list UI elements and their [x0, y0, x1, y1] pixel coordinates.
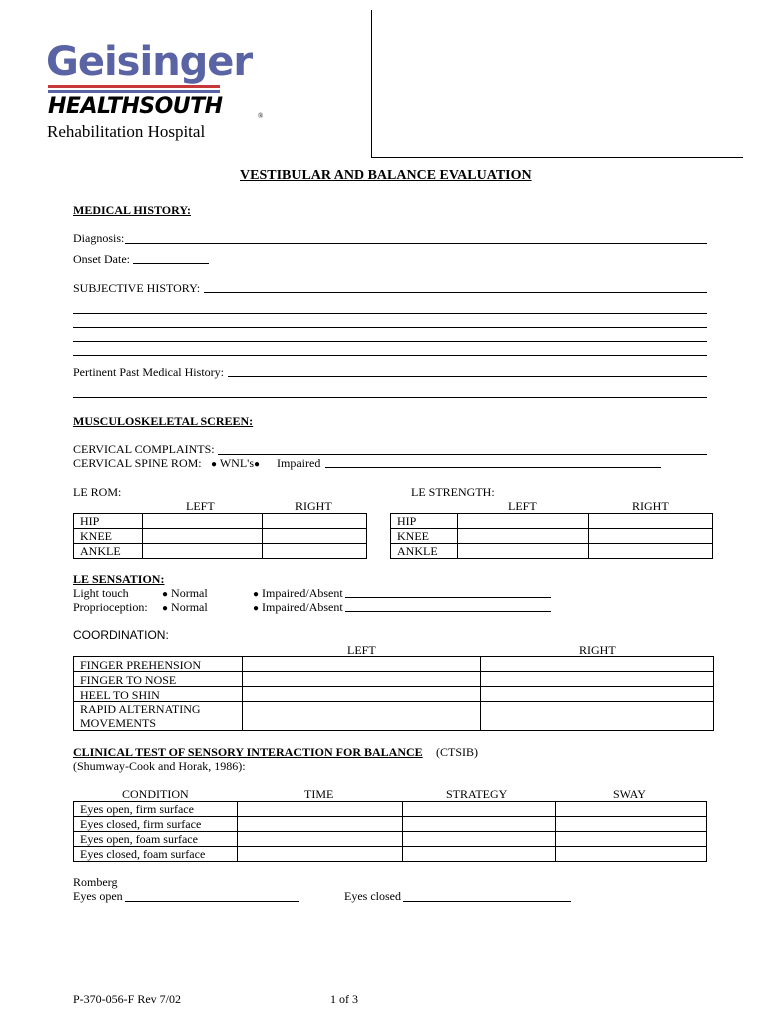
light-touch-normal-option[interactable] — [162, 586, 208, 601]
page-title: VESTIBULAR AND BALANCE EVALUATION — [240, 168, 532, 183]
subjective-history-label: SUBJECTIVE HISTORY: — [73, 281, 201, 295]
ctsib-condition-label: Eyes open, foam surface — [74, 832, 238, 847]
subjective-history-line-3[interactable] — [73, 327, 707, 328]
bullet-icon: ● — [162, 603, 169, 614]
eyes-closed-label: Eyes closed — [344, 889, 401, 903]
coordination-col-divider-1 — [242, 657, 243, 730]
ctsib-time-cell[interactable] — [238, 832, 403, 847]
ctsib-condition-header: CONDITION — [122, 787, 189, 801]
table-row — [391, 529, 713, 544]
ctsib-time-cell[interactable] — [238, 847, 403, 862]
normal-label: Normal — [171, 586, 208, 600]
subjective-history-line-2[interactable] — [73, 313, 707, 314]
le-strength-ankle-left[interactable] — [458, 544, 589, 559]
joint-label: KNEE — [391, 529, 458, 544]
le-strength-left-header: LEFT — [508, 499, 537, 513]
proprioception-impaired-option[interactable] — [253, 600, 343, 615]
rapid-alternating-label: RAPID ALTERNATING — [80, 702, 201, 716]
logo-red-stripe — [48, 85, 220, 88]
ctsib-strategy-cell[interactable] — [403, 847, 556, 862]
le-rom-knee-left[interactable] — [143, 529, 263, 544]
ctsib-sway-cell[interactable] — [556, 802, 707, 817]
impaired-absent-label: Impaired/Absent — [262, 586, 343, 600]
bullet-icon: ● — [162, 589, 169, 600]
eyes-open-label: Eyes open — [73, 889, 123, 903]
table-row — [74, 529, 367, 544]
coordination-heading: COORDINATION: — [73, 628, 169, 642]
le-rom-ankle-left[interactable] — [143, 544, 263, 559]
table-row — [391, 544, 713, 559]
le-sensation-heading: LE SENSATION: — [73, 572, 165, 586]
le-rom-hip-right[interactable] — [263, 514, 367, 529]
table-row — [391, 514, 713, 529]
wnl-label: WNL's — [219, 456, 254, 470]
ctsib-sway-cell[interactable] — [556, 817, 707, 832]
table-row — [74, 847, 707, 862]
proprioception-field[interactable] — [345, 611, 551, 612]
light-touch-impaired-option[interactable] — [253, 586, 343, 601]
table-row — [74, 817, 707, 832]
diagnosis-field[interactable] — [125, 243, 707, 244]
diagnosis-label: Diagnosis: — [73, 231, 125, 245]
subjective-history-line-5[interactable] — [73, 355, 707, 356]
eyes-closed-field[interactable] — [403, 901, 571, 902]
ctsib-strategy-header: STRATEGY — [446, 787, 508, 801]
ctsib-sway-header: SWAY — [613, 787, 646, 801]
bullet-icon: ● — [253, 603, 260, 614]
joint-label: KNEE — [74, 529, 143, 544]
movements-label: MOVEMENTS — [80, 716, 157, 730]
le-strength-knee-right[interactable] — [589, 529, 713, 544]
coordination-right-header: RIGHT — [579, 643, 616, 657]
joint-label: ANKLE — [391, 544, 458, 559]
ctsib-time-cell[interactable] — [238, 802, 403, 817]
healthsouth-text: HEALTHSOUTH — [48, 94, 223, 119]
past-medical-history-label: Pertinent Past Medical History: — [73, 365, 224, 379]
coordination-table — [73, 656, 714, 731]
impaired-absent-label: Impaired/Absent — [262, 600, 343, 614]
wnl-option[interactable] — [211, 456, 260, 471]
subjective-history-field[interactable] — [204, 292, 707, 293]
le-rom-ankle-right[interactable] — [263, 544, 367, 559]
ctsib-sway-cell[interactable] — [556, 832, 707, 847]
finger-to-nose-label: FINGER TO NOSE — [80, 673, 177, 687]
light-touch-field[interactable] — [345, 597, 551, 598]
subjective-history-line-4[interactable] — [73, 341, 707, 342]
impaired-label: Impaired — [277, 456, 321, 470]
romberg-label: Romberg — [73, 875, 118, 889]
bullet-icon: ● — [254, 459, 261, 470]
registered-mark: ® — [258, 112, 264, 120]
ctsib-heading: CLINICAL TEST OF SENSORY INTERACTION FOR BALANCE — [73, 745, 423, 759]
light-touch-label: Light touch — [73, 586, 129, 600]
le-rom-right-header: RIGHT — [295, 499, 332, 513]
coordination-col-divider-2 — [480, 657, 481, 730]
proprioception-normal-option[interactable] — [162, 600, 208, 615]
le-strength-ankle-right[interactable] — [589, 544, 713, 559]
bullet-icon: ● — [211, 459, 218, 470]
past-medical-history-field[interactable] — [228, 376, 707, 377]
label-box-bottom-edge — [371, 157, 743, 158]
le-strength-knee-left[interactable] — [458, 529, 589, 544]
coordination-left-header: LEFT — [347, 643, 376, 657]
table-row — [74, 832, 707, 847]
bullet-icon: ● — [253, 589, 260, 600]
le-rom-table — [73, 513, 367, 559]
ctsib-abbr: (CTSIB) — [436, 745, 478, 759]
table-row — [74, 802, 707, 817]
eyes-open-field[interactable] — [125, 901, 299, 902]
le-rom-hip-left[interactable] — [143, 514, 263, 529]
joint-label: ANKLE — [74, 544, 143, 559]
heel-to-shin-label: HEEL TO SHIN — [80, 688, 160, 702]
geisinger-logo: Geisinger — [46, 39, 253, 85]
joint-label: HIP — [74, 514, 143, 529]
le-rom-label: LE ROM: — [73, 485, 122, 499]
finger-prehension-label: FINGER PREHENSION — [80, 658, 202, 672]
cervical-rom-label: CERVICAL SPINE ROM: — [73, 456, 202, 470]
ctsib-time-cell[interactable] — [238, 817, 403, 832]
form-number: P-370-056-F Rev 7/02 — [73, 992, 181, 1006]
ctsib-table — [73, 801, 707, 862]
ctsib-strategy-cell[interactable] — [403, 832, 556, 847]
le-strength-hip-right[interactable] — [589, 514, 713, 529]
ctsib-strategy-cell[interactable] — [403, 817, 556, 832]
ctsib-condition-label: Eyes open, firm surface — [74, 802, 238, 817]
label-box-left-edge — [371, 10, 372, 158]
le-rom-left-header: LEFT — [186, 499, 215, 513]
ctsib-strategy-cell[interactable] — [403, 802, 556, 817]
page-number: 1 of 3 — [330, 992, 358, 1006]
past-medical-history-line-2[interactable] — [73, 397, 707, 398]
ctsib-citation: (Shumway-Cook and Horak, 1986): — [73, 759, 246, 773]
ctsib-sway-cell[interactable] — [556, 847, 707, 862]
le-strength-table — [390, 513, 713, 559]
ctsib-condition-label: Eyes closed, firm surface — [74, 817, 238, 832]
ctsib-condition-label: Eyes closed, foam surface — [74, 847, 238, 862]
le-strength-right-header: RIGHT — [632, 499, 669, 513]
medical-history-heading: MEDICAL HISTORY: — [73, 203, 191, 217]
ctsib-time-header: TIME — [304, 787, 334, 801]
healthsouth-logo — [48, 96, 223, 118]
cervical-complaints-label: CERVICAL COMPLAINTS: — [73, 442, 215, 456]
logo-blue-stripe — [48, 90, 220, 93]
facility-name: Rehabilitation Hospital — [47, 122, 206, 141]
table-row — [74, 544, 367, 559]
onset-date-field[interactable] — [133, 263, 209, 264]
musculoskeletal-heading: MUSCULOSKELETAL SCREEN: — [73, 414, 254, 428]
cervical-impaired-field[interactable] — [325, 467, 661, 468]
le-strength-label: LE STRENGTH: — [411, 485, 495, 499]
onset-date-label: Onset Date: — [73, 252, 130, 266]
normal-label: Normal — [171, 600, 208, 614]
table-row — [74, 514, 367, 529]
le-rom-knee-right[interactable] — [263, 529, 367, 544]
proprioception-label: Proprioception: — [73, 600, 148, 614]
joint-label: HIP — [391, 514, 458, 529]
cervical-complaints-field[interactable] — [218, 454, 707, 455]
le-strength-hip-left[interactable] — [458, 514, 589, 529]
